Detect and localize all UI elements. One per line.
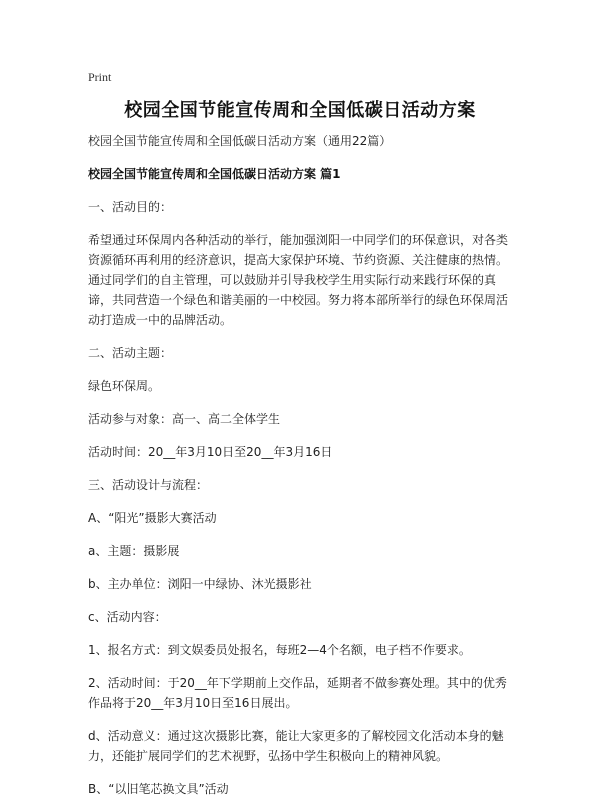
paragraph: d、活动意义：通过这次摄影比赛，能让大家更多的了解校园文化活动本身的魅力，还能扩展同学们的艺术视野，弘扬中学生积极向上的精神风貌。 (88, 729, 504, 763)
paragraph: c、活动内容： (88, 610, 167, 624)
paragraph: 希望通过环保周内各种活动的举行，能加强浏阳一中同学们的环保意识，对各类资源循环再利用的经济意识，提高大家保护环境、节约资源、关注健康的热情。通过同学们的自主管理，可以鼓励并引导我校学生用实际行动来践行环保的真谛，共同营造一个绿色和谐美丽的一中校园。努力将本部所举行的绿色环保周活动打造成一中的品牌活动。 (88, 233, 509, 327)
paragraph: 活动参与对象：高一、高二全体学生 (88, 412, 281, 426)
print-label[interactable]: Print (88, 70, 112, 84)
paragraph: 活动时间：20__年3月10日至20__年3月16日 (88, 445, 333, 459)
paragraph: 二、活动主题： (88, 346, 173, 360)
paragraph: B、“以旧笔芯换文具”活动 (88, 782, 229, 796)
paragraph: 2、活动时间：于20__年下学期前上交作品，延期者不做参赛处理。其中的优秀作品将于20__年3月10日至16日展出。 (88, 676, 507, 710)
section-heading: 校园全国节能宣传周和全国低碳日活动方案 篇1 (88, 167, 341, 181)
document-title: 校园全国节能宣传周和全国低碳日活动方案 (124, 100, 476, 121)
paragraph: 一、活动目的： (88, 200, 173, 214)
paragraph: 校园全国节能宣传周和全国低碳日活动方案（通用22篇） (88, 134, 392, 148)
paragraph: 绿色环保周。 (88, 379, 161, 393)
paragraph: b、主办单位：浏阳一中绿协、沐光摄影社 (88, 577, 312, 591)
paragraph: a、主题：摄影展 (88, 544, 180, 558)
paragraph: 1、报名方式：到文娱委员处报名，每班2—4个名额，电子档不作要求。 (88, 643, 471, 657)
document-body (88, 131, 512, 812)
paragraph: A、“阳光”摄影大赛活动 (88, 511, 217, 525)
paragraph: 三、活动设计与流程： (88, 478, 209, 492)
